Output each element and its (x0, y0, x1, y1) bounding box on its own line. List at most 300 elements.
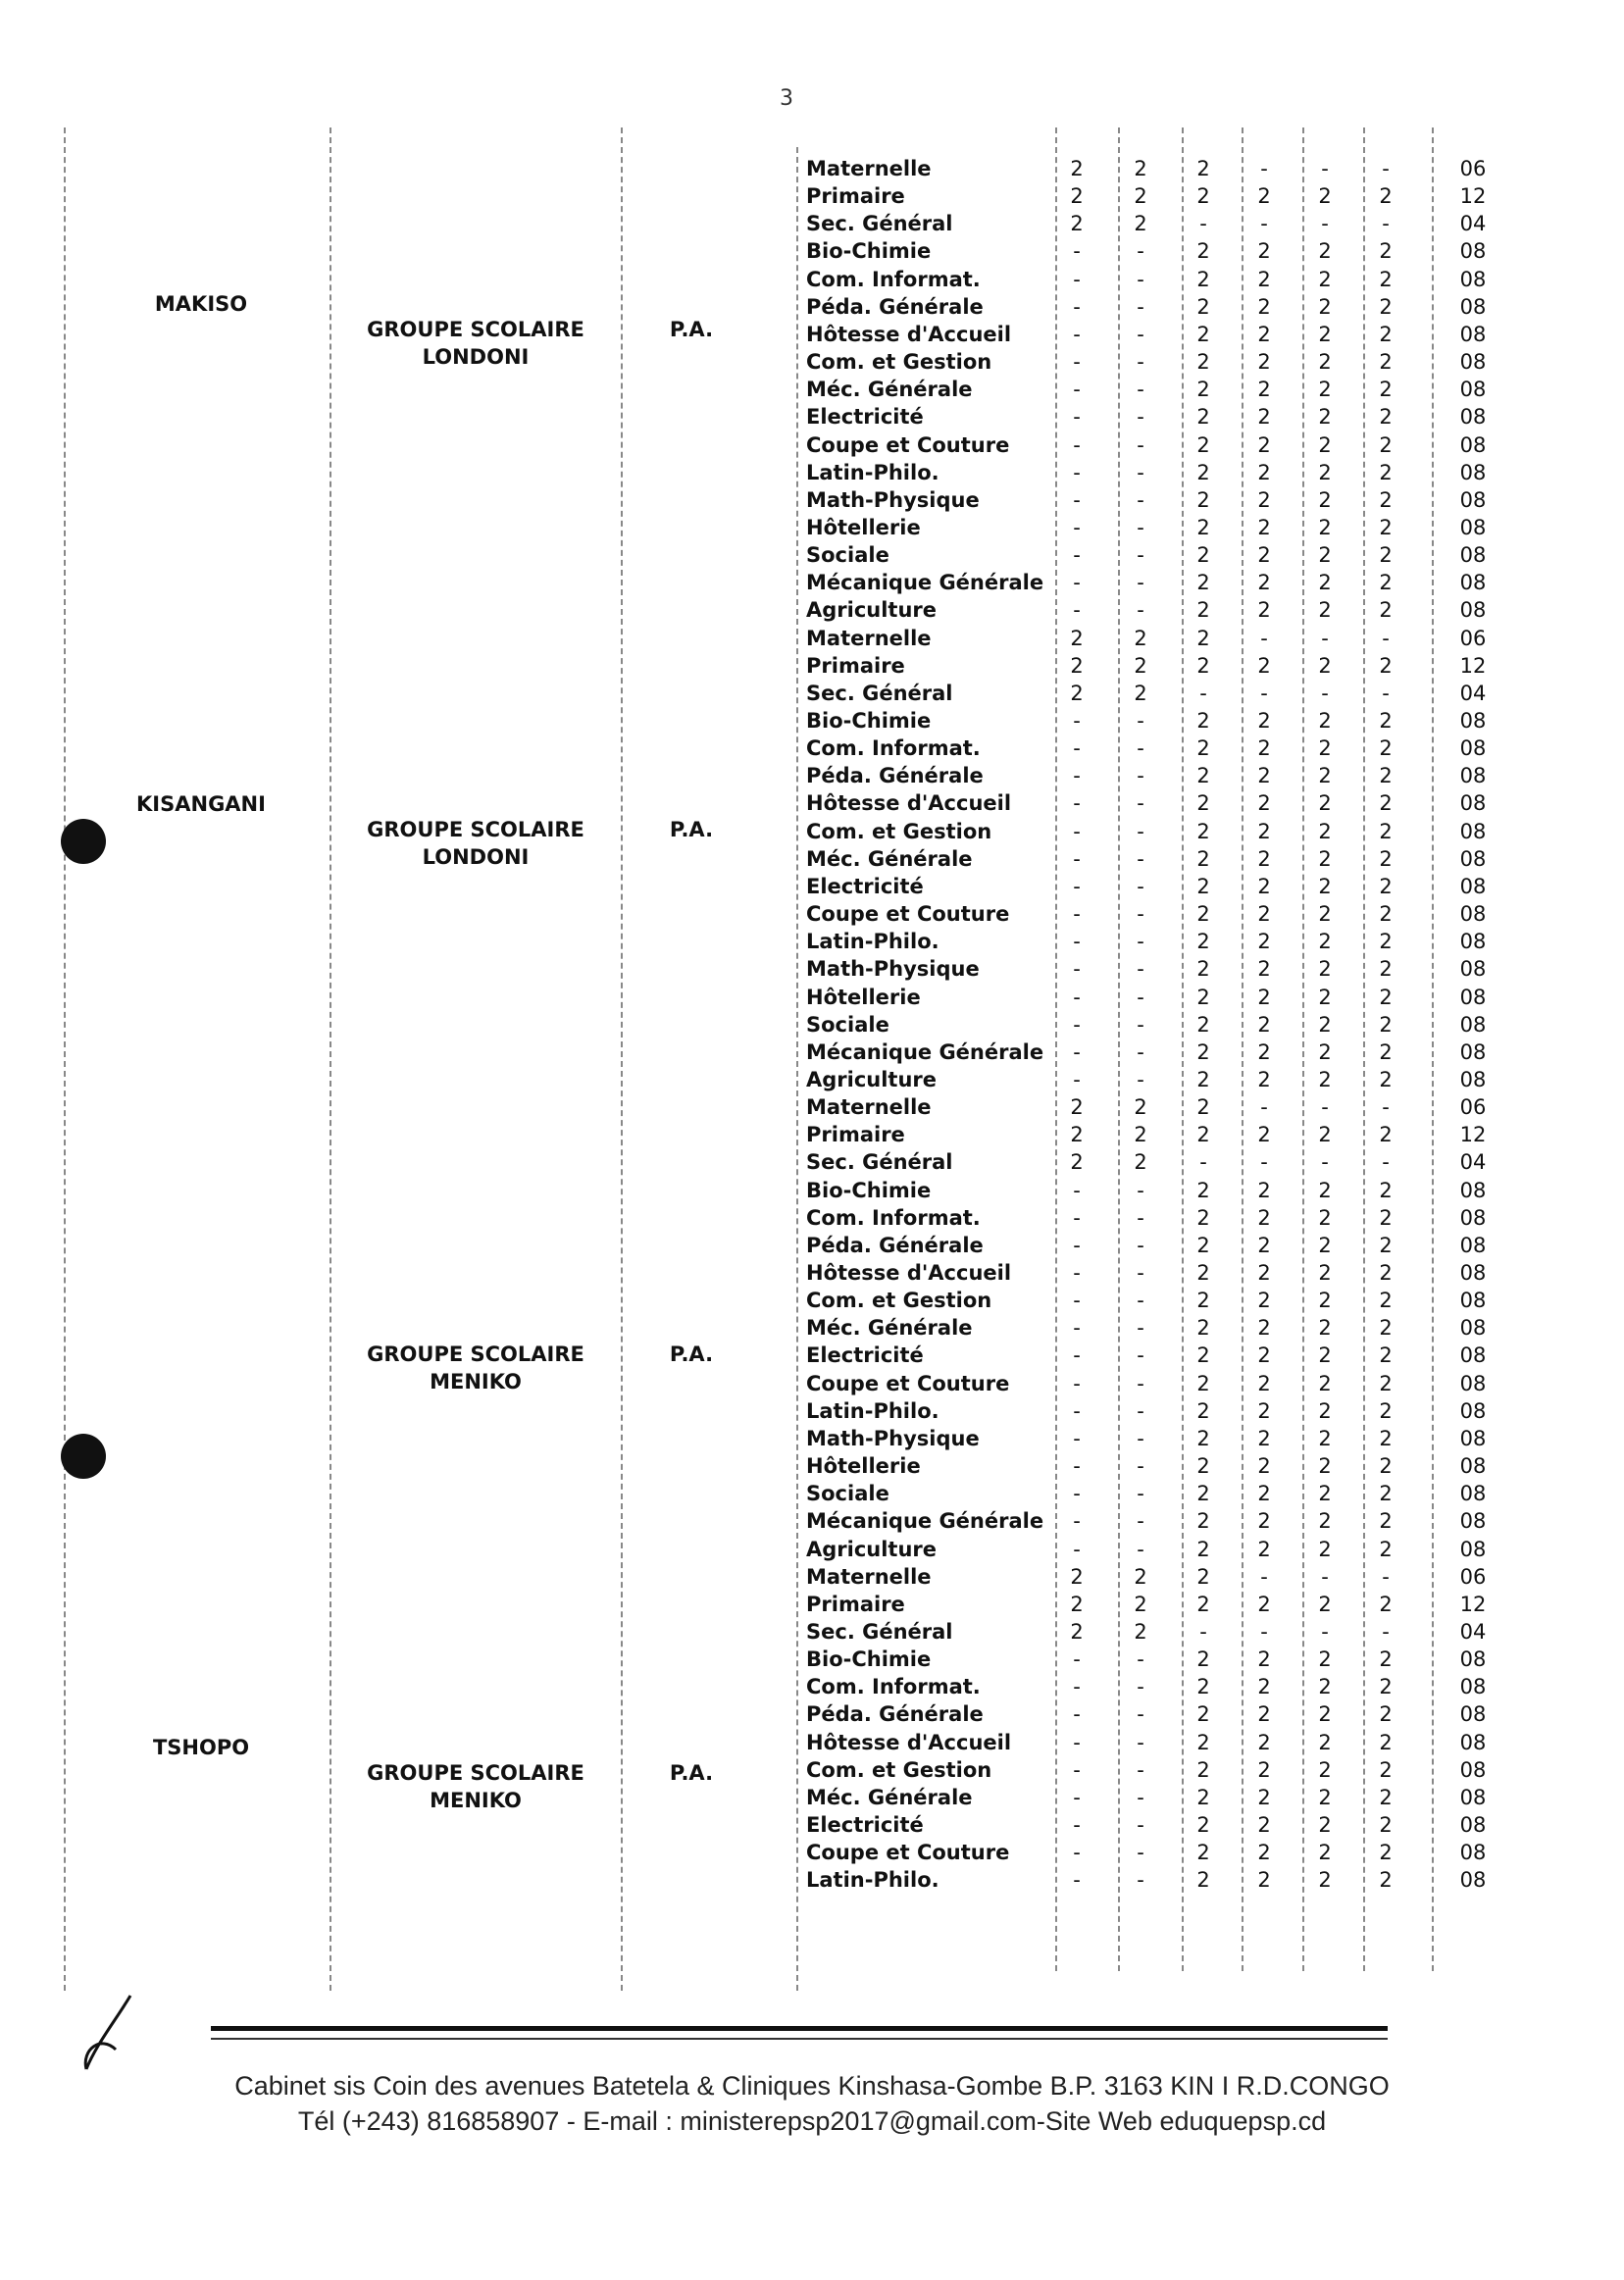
class-count: - (1073, 1398, 1081, 1423)
class-count: 2 (1379, 1316, 1393, 1341)
class-count: - (1260, 1095, 1268, 1120)
subject-label: Sec. Général (806, 212, 953, 236)
class-count: 2 (1196, 1398, 1210, 1423)
table-row (0, 323, 1624, 350)
table-row (0, 1675, 1624, 1702)
row-total: 08 (1459, 930, 1487, 954)
class-count: - (1137, 1233, 1144, 1257)
class-count: - (1073, 1039, 1081, 1064)
subject-label: Primaire (806, 1123, 905, 1147)
class-count: - (1321, 681, 1329, 705)
class-count: 2 (1318, 985, 1332, 1009)
class-count: - (1137, 1067, 1144, 1091)
class-count: 2 (1257, 1039, 1271, 1064)
class-count: 2 (1318, 460, 1332, 484)
class-count: - (1260, 626, 1268, 650)
class-count: - (1137, 1178, 1144, 1202)
class-count: - (1260, 1150, 1268, 1175)
class-count: 2 (1196, 294, 1210, 319)
subject-label: Latin-Philo. (806, 1398, 939, 1423)
class-count: 2 (1134, 1564, 1147, 1589)
class-count: 2 (1379, 184, 1393, 209)
row-total: 12 (1459, 1123, 1487, 1147)
row-total: 08 (1459, 460, 1487, 484)
class-count: 2 (1196, 598, 1210, 623)
class-count: 2 (1318, 378, 1332, 402)
class-count: - (1137, 1757, 1144, 1782)
table-row (0, 378, 1624, 405)
class-count: 2 (1318, 902, 1332, 927)
class-count: 2 (1257, 460, 1271, 484)
class-count: - (1137, 1730, 1144, 1754)
table-row (0, 682, 1624, 709)
table-row (0, 1206, 1624, 1234)
class-count: 2 (1196, 1757, 1210, 1782)
class-count: 2 (1196, 1343, 1210, 1368)
class-count: 2 (1134, 681, 1147, 705)
class-count: 2 (1379, 1482, 1393, 1506)
class-count: 2 (1257, 405, 1271, 430)
class-count: 2 (1134, 157, 1147, 180)
class-count: - (1382, 157, 1390, 180)
class-count: 2 (1196, 1039, 1210, 1064)
subject-label: Agriculture (806, 1537, 938, 1561)
class-count: - (1073, 1261, 1081, 1285)
class-count: 2 (1196, 846, 1210, 871)
table-row (0, 405, 1624, 432)
table-row (0, 1095, 1624, 1123)
class-count: - (1073, 1316, 1081, 1341)
row-total: 08 (1459, 1702, 1487, 1727)
class-count: 2 (1379, 515, 1393, 539)
row-total: 06 (1459, 1095, 1487, 1120)
class-count: 2 (1379, 874, 1393, 898)
class-count: 2 (1257, 267, 1271, 291)
row-total: 08 (1459, 239, 1487, 264)
table-row (0, 1565, 1624, 1593)
class-count: - (1073, 1647, 1081, 1672)
class-count: 2 (1379, 1233, 1393, 1257)
class-count: 2 (1318, 350, 1332, 375)
row-total: 08 (1459, 1233, 1487, 1257)
class-count: 2 (1257, 1537, 1271, 1561)
subject-label: Bio-Chimie (806, 1647, 932, 1672)
class-count: 2 (1379, 846, 1393, 871)
class-count: - (1137, 819, 1144, 843)
table-row (0, 488, 1624, 516)
status-label: P.A. (669, 818, 714, 841)
class-count: - (1137, 1426, 1144, 1450)
subject-label: Hôtesse d'Accueil (806, 1261, 1012, 1285)
class-count: - (1073, 1371, 1081, 1395)
table-row (0, 1647, 1624, 1675)
row-total: 08 (1459, 957, 1487, 982)
class-count: - (1199, 212, 1207, 236)
class-count: 2 (1257, 1178, 1271, 1202)
class-count: - (1073, 571, 1081, 595)
class-count: 2 (1379, 764, 1393, 788)
subject-label: Sociale (806, 1012, 889, 1037)
class-count: 2 (1196, 515, 1210, 539)
class-count: - (1199, 1619, 1207, 1644)
class-count: - (1137, 1371, 1144, 1395)
class-count: - (1382, 626, 1390, 650)
table-row (0, 543, 1624, 571)
class-count: 2 (1318, 1675, 1332, 1699)
class-count: 2 (1257, 1675, 1271, 1699)
table-row (0, 1399, 1624, 1427)
class-count: - (1321, 157, 1329, 180)
class-count: 2 (1318, 1647, 1332, 1672)
class-count: 2 (1070, 157, 1084, 180)
class-count: 2 (1257, 294, 1271, 319)
class-count: - (1137, 1289, 1144, 1313)
class-count: 2 (1379, 1841, 1393, 1865)
class-count: - (1073, 378, 1081, 402)
class-count: 2 (1257, 1343, 1271, 1368)
class-count: 2 (1196, 902, 1210, 927)
row-total: 04 (1459, 1150, 1487, 1175)
class-count: 2 (1196, 1785, 1210, 1809)
class-count: - (1073, 1702, 1081, 1727)
row-total: 08 (1459, 1178, 1487, 1202)
class-count: 2 (1257, 709, 1271, 733)
row-total: 08 (1459, 294, 1487, 319)
class-count: 2 (1379, 571, 1393, 595)
class-count: - (1137, 1841, 1144, 1865)
status-label: P.A. (669, 318, 714, 341)
class-count: 2 (1379, 598, 1393, 623)
class-count: 2 (1318, 1233, 1332, 1257)
class-count: 2 (1379, 930, 1393, 954)
class-count: - (1073, 1841, 1081, 1865)
class-count: - (1137, 267, 1144, 291)
subject-label: Péda. Générale (806, 764, 984, 788)
class-count: 2 (1134, 212, 1147, 236)
class-count: 2 (1318, 846, 1332, 871)
row-total: 08 (1459, 1261, 1487, 1285)
class-count: 2 (1318, 1785, 1332, 1809)
class-count: 2 (1257, 350, 1271, 375)
class-count: - (1073, 1205, 1081, 1230)
class-count: 2 (1318, 709, 1332, 733)
subject-label: Math-Physique (806, 487, 980, 512)
class-count: 2 (1257, 1757, 1271, 1782)
class-count: - (1137, 1647, 1144, 1672)
class-count: 2 (1196, 1261, 1210, 1285)
table-row (0, 1013, 1624, 1040)
subject-label: Electricité (806, 405, 924, 430)
class-count: 2 (1134, 1592, 1147, 1616)
table-row (0, 350, 1624, 378)
class-count: 2 (1196, 1178, 1210, 1202)
table-row (0, 1509, 1624, 1537)
class-count: 2 (1070, 1123, 1084, 1147)
class-count: 2 (1257, 1289, 1271, 1313)
class-count: 2 (1318, 184, 1332, 209)
footer-address: Cabinet sis Coin des avenues Batetela & Cliniques Kinshasa-Gombe B.P. 3163 KIN I R.D.CONGO (234, 2071, 1390, 2101)
class-count: - (1073, 1454, 1081, 1479)
table-row (0, 930, 1624, 957)
class-count: 2 (1196, 239, 1210, 264)
subject-label: Com. Informat. (806, 1205, 981, 1230)
class-count: - (1137, 957, 1144, 982)
signature-mark (76, 1991, 145, 2079)
class-count: 2 (1318, 1868, 1332, 1893)
class-count: 2 (1196, 1233, 1210, 1257)
class-count: 2 (1196, 1095, 1210, 1120)
class-count: 2 (1070, 681, 1084, 705)
class-count: 2 (1379, 1039, 1393, 1064)
class-count: 2 (1257, 515, 1271, 539)
class-count: 2 (1070, 1619, 1084, 1644)
row-total: 08 (1459, 1371, 1487, 1395)
class-count: - (1073, 1012, 1081, 1037)
table-row (0, 1261, 1624, 1289)
class-count: 2 (1379, 1426, 1393, 1450)
class-count: - (1137, 709, 1144, 733)
class-count: 2 (1134, 1095, 1147, 1120)
class-count: 2 (1070, 653, 1084, 678)
table-row (0, 1234, 1624, 1261)
page-number: 3 (780, 86, 793, 111)
row-total: 08 (1459, 1785, 1487, 1809)
table-row (0, 157, 1624, 184)
class-count: - (1260, 1564, 1268, 1589)
class-count: 2 (1318, 1261, 1332, 1285)
class-count: 2 (1379, 543, 1393, 568)
class-count: - (1073, 874, 1081, 898)
class-count: 2 (1257, 598, 1271, 623)
row-total: 08 (1459, 1289, 1487, 1313)
class-count: 2 (1257, 1012, 1271, 1037)
subject-label: Maternelle (806, 626, 932, 650)
class-count: 2 (1379, 1537, 1393, 1561)
subject-label: Com. et Gestion (806, 350, 992, 375)
class-count: 2 (1257, 1398, 1271, 1423)
class-count: - (1137, 487, 1144, 512)
subject-label: Com. et Gestion (806, 1289, 992, 1313)
subject-label: Hôtesse d'Accueil (806, 791, 1012, 816)
class-count: 2 (1196, 157, 1210, 180)
class-count: 2 (1196, 460, 1210, 484)
table-row (0, 1343, 1624, 1371)
class-count: 2 (1257, 1785, 1271, 1809)
class-count: 2 (1257, 1067, 1271, 1091)
class-count: 2 (1257, 1647, 1271, 1672)
subject-label: Primaire (806, 1592, 905, 1616)
class-count: - (1137, 1454, 1144, 1479)
class-count: 2 (1257, 846, 1271, 871)
class-count: 2 (1257, 239, 1271, 264)
location-label: TSHOPO (152, 1736, 250, 1759)
class-count: 2 (1257, 1233, 1271, 1257)
class-count: - (1321, 1095, 1329, 1120)
class-count: 2 (1379, 736, 1393, 761)
row-total: 08 (1459, 791, 1487, 816)
subject-label: Méc. Générale (806, 378, 973, 402)
class-count: 2 (1196, 378, 1210, 402)
table-row (0, 1179, 1624, 1206)
class-count: 2 (1257, 874, 1271, 898)
table-row (0, 736, 1624, 764)
class-count: 2 (1318, 1841, 1332, 1865)
class-count: 2 (1379, 1398, 1393, 1423)
class-count: - (1073, 432, 1081, 457)
class-count: 2 (1318, 1398, 1332, 1423)
class-count: - (1260, 212, 1268, 236)
class-count: - (1073, 1426, 1081, 1450)
class-count: - (1073, 1675, 1081, 1699)
row-total: 08 (1459, 1316, 1487, 1341)
class-count: 2 (1257, 957, 1271, 982)
subject-label: Hôtellerie (806, 985, 921, 1009)
class-count: 2 (1196, 819, 1210, 843)
class-count: 2 (1257, 985, 1271, 1009)
class-count: 2 (1379, 1261, 1393, 1285)
table-row (0, 986, 1624, 1013)
class-count: - (1073, 1067, 1081, 1091)
row-total: 08 (1459, 1813, 1487, 1837)
class-count: 2 (1379, 1757, 1393, 1782)
class-count: 2 (1070, 1564, 1084, 1589)
table-row (0, 902, 1624, 930)
class-count: - (1073, 239, 1081, 264)
class-count: - (1321, 626, 1329, 650)
class-count: - (1382, 1619, 1390, 1644)
row-total: 08 (1459, 267, 1487, 291)
table-row (0, 1593, 1624, 1620)
class-count: 2 (1318, 874, 1332, 898)
class-count: 2 (1196, 543, 1210, 568)
class-count: - (1321, 1150, 1329, 1175)
class-count: 2 (1196, 1123, 1210, 1147)
location-label: KISANGANI (136, 792, 266, 816)
class-count: 2 (1257, 1702, 1271, 1727)
class-count: 2 (1196, 1289, 1210, 1313)
class-count: - (1137, 1261, 1144, 1285)
row-total: 08 (1459, 1482, 1487, 1506)
class-count: - (1137, 902, 1144, 927)
class-count: - (1073, 930, 1081, 954)
class-count: - (1137, 1205, 1144, 1230)
subject-label: Péda. Générale (806, 1702, 984, 1727)
subject-label: Sec. Général (806, 1150, 953, 1175)
class-count: 2 (1318, 1012, 1332, 1037)
class-count: 2 (1379, 1675, 1393, 1699)
subject-label: Méc. Générale (806, 846, 973, 871)
class-count: - (1073, 1289, 1081, 1313)
class-count: 2 (1379, 1067, 1393, 1091)
row-total: 04 (1459, 1619, 1487, 1644)
row-total: 08 (1459, 1868, 1487, 1893)
class-count: - (1073, 487, 1081, 512)
class-count: 2 (1257, 1730, 1271, 1754)
class-count: 2 (1379, 1205, 1393, 1230)
class-count: 2 (1318, 819, 1332, 843)
class-count: 2 (1196, 1454, 1210, 1479)
class-count: 2 (1196, 1675, 1210, 1699)
class-count: 2 (1379, 1509, 1393, 1534)
class-count: - (1073, 819, 1081, 843)
row-total: 08 (1459, 1757, 1487, 1782)
subject-label: Mécanique Générale (806, 1039, 1044, 1064)
class-count: - (1073, 1757, 1081, 1782)
class-count: - (1137, 791, 1144, 816)
subject-label: Primaire (806, 184, 905, 209)
subject-label: Méc. Générale (806, 1316, 973, 1341)
subject-label: Coupe et Couture (806, 902, 1010, 927)
class-count: 2 (1196, 1702, 1210, 1727)
class-count: 2 (1196, 1482, 1210, 1506)
row-total: 08 (1459, 1730, 1487, 1754)
row-total: 06 (1459, 626, 1487, 650)
class-count: 2 (1257, 1813, 1271, 1837)
punch-hole (61, 1434, 106, 1479)
class-count: 2 (1379, 1868, 1393, 1893)
status-label: P.A. (669, 1343, 714, 1366)
table-row (0, 627, 1624, 654)
class-count: 2 (1379, 239, 1393, 264)
class-count: 2 (1379, 791, 1393, 816)
subject-label: Com. Informat. (806, 267, 981, 291)
row-total: 08 (1459, 405, 1487, 430)
class-count: 2 (1196, 1316, 1210, 1341)
class-count: - (1137, 239, 1144, 264)
row-total: 08 (1459, 1509, 1487, 1534)
class-count: 2 (1257, 791, 1271, 816)
subject-label: Maternelle (806, 1564, 932, 1589)
subject-label: Electricité (806, 874, 924, 898)
class-count: - (1321, 1619, 1329, 1644)
class-count: - (1073, 902, 1081, 927)
class-count: - (1137, 1537, 1144, 1561)
class-count: 2 (1379, 1813, 1393, 1837)
class-count: 2 (1196, 350, 1210, 375)
class-count: 2 (1070, 184, 1084, 209)
class-count: 2 (1196, 985, 1210, 1009)
class-count: 2 (1257, 1205, 1271, 1230)
status-label: P.A. (669, 1761, 714, 1785)
class-count: 2 (1318, 543, 1332, 568)
row-total: 08 (1459, 1454, 1487, 1479)
class-count: - (1073, 1537, 1081, 1561)
class-count: 2 (1318, 322, 1332, 346)
class-count: - (1137, 294, 1144, 319)
class-count: 2 (1257, 653, 1271, 678)
class-count: 2 (1379, 487, 1393, 512)
class-count: 2 (1070, 212, 1084, 236)
class-count: 2 (1196, 1730, 1210, 1754)
class-count: - (1260, 681, 1268, 705)
class-count: 2 (1379, 1178, 1393, 1202)
class-count: 2 (1379, 1592, 1393, 1616)
class-count: - (1073, 791, 1081, 816)
row-total: 08 (1459, 1647, 1487, 1672)
row-total: 08 (1459, 819, 1487, 843)
class-count: 2 (1318, 1123, 1332, 1147)
class-count: 2 (1379, 294, 1393, 319)
class-count: - (1382, 1150, 1390, 1175)
class-count: - (1073, 350, 1081, 375)
class-count: 2 (1318, 571, 1332, 595)
subject-label: Electricité (806, 1343, 924, 1368)
subject-label: Latin-Philo. (806, 460, 939, 484)
class-count: 2 (1318, 1289, 1332, 1313)
class-count: 2 (1379, 709, 1393, 733)
class-count: 2 (1257, 487, 1271, 512)
class-count: - (1073, 1482, 1081, 1506)
